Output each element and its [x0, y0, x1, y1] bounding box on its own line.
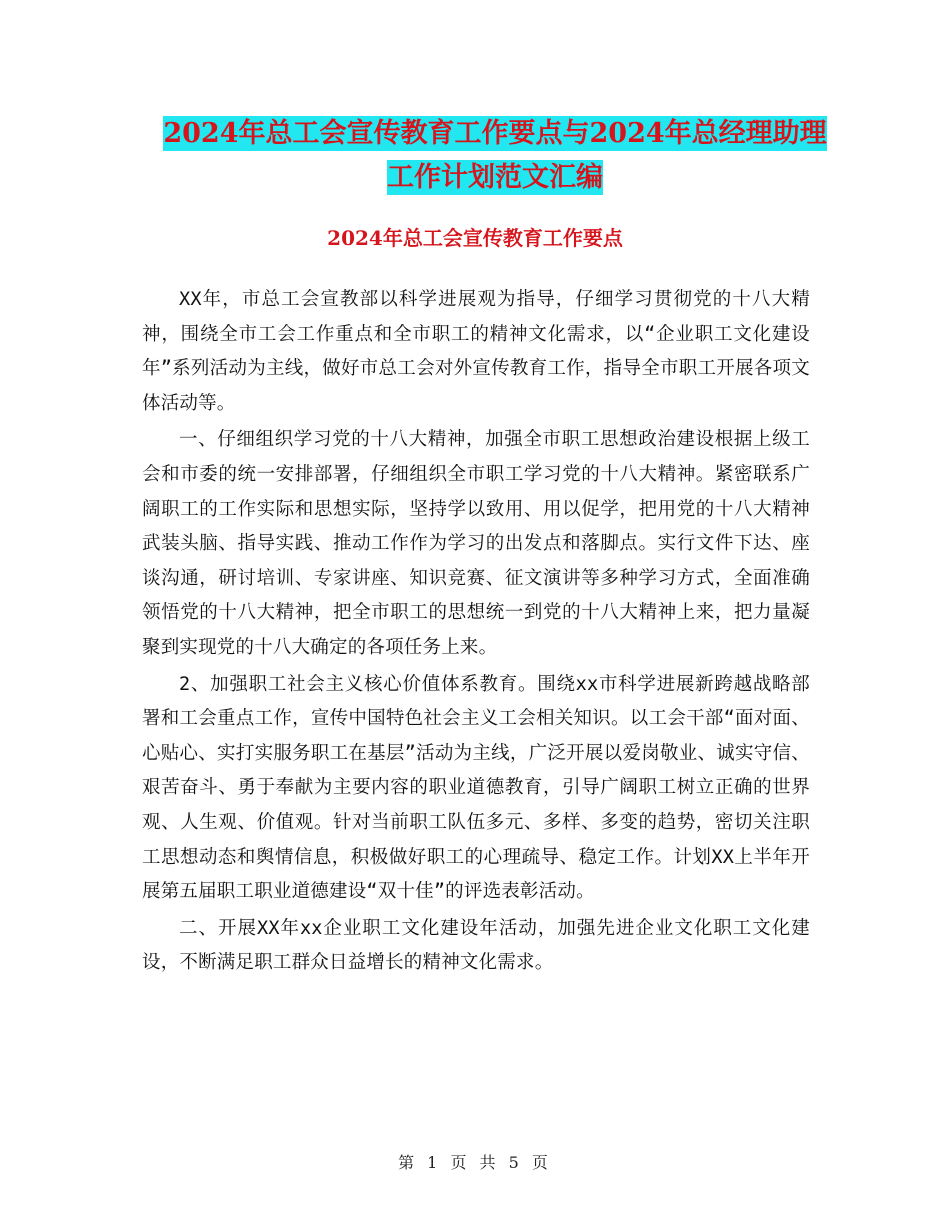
document-body — [142, 283, 810, 983]
paragraph-intro: XX年，市总工会宣教部以科学进展观为指导，仔细学习贯彻党的十八大精神，围绕全市工会工作重点和全市职工的精神文化需求，以“企业职工文化建设年”系列活动为主线，做好市总工会对外宣传教育工作，指导全市职工开展各项文体活动等。 — [142, 289, 810, 414]
paragraph-section-3: 二、开展XX年xx企业职工文化建设年活动，加强先进企业文化职工文化建设，不断满足职工群众日益增长的精神文化需求。 — [142, 917, 810, 974]
document-title-line-1: 2024年总工会宣传教育工作要点与2024年总经理助理 — [163, 118, 827, 149]
page-number-footer: 第 1 页 共 5 页 — [398, 1153, 552, 1172]
paragraph-section-1: 一、仔细组织学习党的十八大精神，加强全市职工思想政治建设根据上级工会和市委的统一安排部署，仔细组织全市职工学习党的十八大精神。紧密联系广阔职工的工作实际和思想实际，坚持学以致用、用以促学，把用党的十八大精神武装头脑、指导实践、推动工作作为学习的出发点和落脚点。实行文件下达、座谈沟通，研讨培训、专家讲座、知识竞赛、征文演讲等多种学习方式，全面准确领悟党的十八大精神，把全市职工的思想统一到党的十八大精神上来，把力量凝聚到实现党的十八大确定的各项任务上来。 — [142, 429, 810, 658]
paragraph-section-2: 2、加强职工社会主义核心价值体系教育。围绕xx市科学进展新跨越战略部署和工会重点工作，宣传中国特色社会主义工会相关知识。以工会干部“面对面、心贴心、实打实服务职工在基层”活动为主线，广泛开展以爱岗敬业、诚实守信、艰苦奋斗、勇于奉献为主要内容的职业道德教育，引导广阔职工树立正确的世界观、人生观、价值观。针对当前职工队伍多元、多样、多变的趋势，密切关注职工思想动态和舆情信息，积极做好职工的心理疏导、稳定工作。计划XX上半年开展第五届职工职业道德建设“双十佳”的评选表彰活动。 — [142, 673, 810, 903]
document-title-line-2: 工作计划范文汇编 — [387, 162, 603, 193]
document-title — [140, 112, 850, 200]
section-title: 2024年总工会宣传教育工作要点 — [327, 226, 623, 250]
